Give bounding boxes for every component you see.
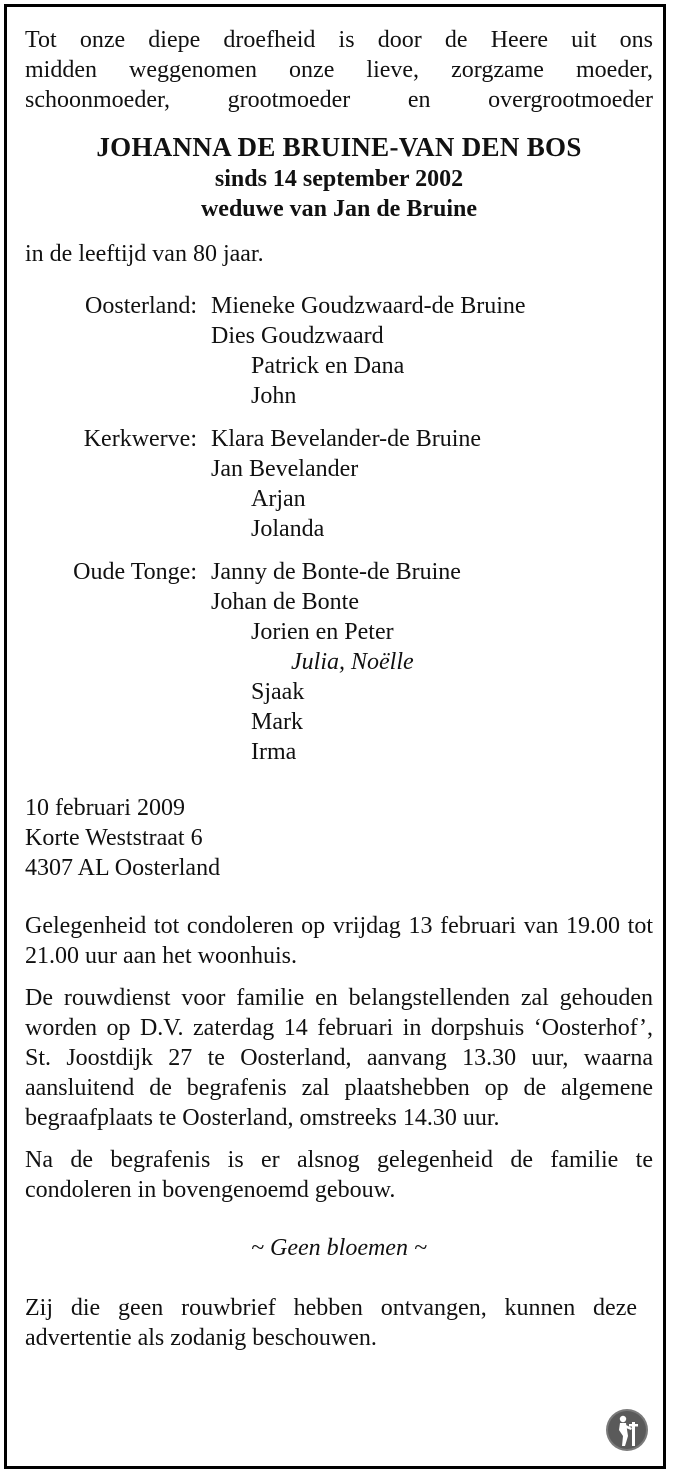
mourning-figure-logo-icon: [605, 1406, 649, 1454]
deceased-name: JOHANNA DE BRUINE-VAN DEN BOS: [96, 132, 582, 162]
family-member-great-grandchildren: Julia, Noëlle: [291, 649, 414, 675]
family-member: John: [251, 383, 297, 409]
family-member: Mark: [251, 709, 303, 735]
address-postal-city: 4307 AL Oosterland: [25, 855, 221, 881]
funeral-service-paragraph: De rouwdienst voor familie en belangstellenden zal gehouden worden op D.V. zaterdag 14 februari in dorpshuis ‘Oosterhof’, St. Joostdijk 27 te Oosterland, aanvang 13.30 uur, waarna aansluitend de begrafenis zal plaatshebben op de algemene begraafplaats te Oosterland, omstreeks 14.30 uur.: [25, 985, 653, 1131]
no-flowers-note: ~ Geen bloemen ~: [251, 1235, 427, 1261]
family-member: Jorien en Peter: [251, 619, 394, 645]
intro-line: schoonmoeder, grootmoeder en overgrootmoeder: [25, 87, 653, 113]
family-member: Patrick en Dana: [251, 353, 405, 379]
family-place: Oosterland:: [85, 293, 197, 319]
obituary-content: [25, 25, 653, 1353]
intro-line: Tot onze diepe droefheid is door de Heere uit ons: [25, 27, 653, 53]
family-place: Kerkwerve:: [83, 426, 197, 452]
family-place: Oude Tonge:: [73, 559, 197, 585]
intro-text: [25, 25, 653, 115]
family-group-oude-tonge: [25, 557, 653, 767]
family-list: [25, 291, 653, 767]
family-member: Janny de Bonte-de Bruine: [211, 559, 461, 585]
family-member: Johan de Bonte: [211, 589, 359, 615]
family-member: Sjaak: [251, 679, 305, 705]
notice-date: 10 februari 2009: [25, 795, 185, 821]
widow-of: weduwe van Jan de Bruine: [200, 196, 478, 222]
family-group-kerkwerve: [25, 424, 653, 544]
age-line: in de leeftijd van 80 jaar.: [25, 241, 264, 267]
address-street: Korte Weststraat 6: [25, 825, 203, 851]
family-group-oosterland: [25, 291, 653, 411]
widowed-since: sinds 14 september 2002: [214, 166, 464, 192]
family-member: Jan Bevelander: [211, 456, 359, 482]
after-funeral-paragraph: Na de begrafenis is er alsnog gelegenheid de familie te condoleren in bovengenoemd gebouw.: [25, 1147, 653, 1203]
family-members: [211, 291, 653, 411]
family-member: Jolanda: [251, 516, 325, 542]
family-member: Arjan: [251, 486, 306, 512]
family-member: Dies Goudzwaard: [211, 323, 384, 349]
correspondence-address: [25, 793, 653, 883]
condolences-paragraph: Gelegenheid tot condoleren op vrijdag 13 februari van 19.00 tot 21.00 uur aan het woonhuis.: [25, 913, 653, 969]
family-member: Irma: [251, 739, 297, 765]
closing-paragraph: Zij die geen rouwbrief hebben ontvangen, kunnen deze advertentie als zodanig beschouwen.: [25, 1295, 637, 1351]
intro-line: midden weggenomen onze lieve, zorgzame moeder,: [25, 57, 653, 83]
family-member: Mieneke Goudzwaard-de Bruine: [211, 293, 526, 319]
family-member: Klara Bevelander-de Bruine: [211, 426, 482, 452]
obituary-frame: [4, 4, 666, 1469]
family-members: [211, 424, 653, 544]
family-members: [211, 557, 653, 767]
deceased-block: [25, 130, 653, 224]
